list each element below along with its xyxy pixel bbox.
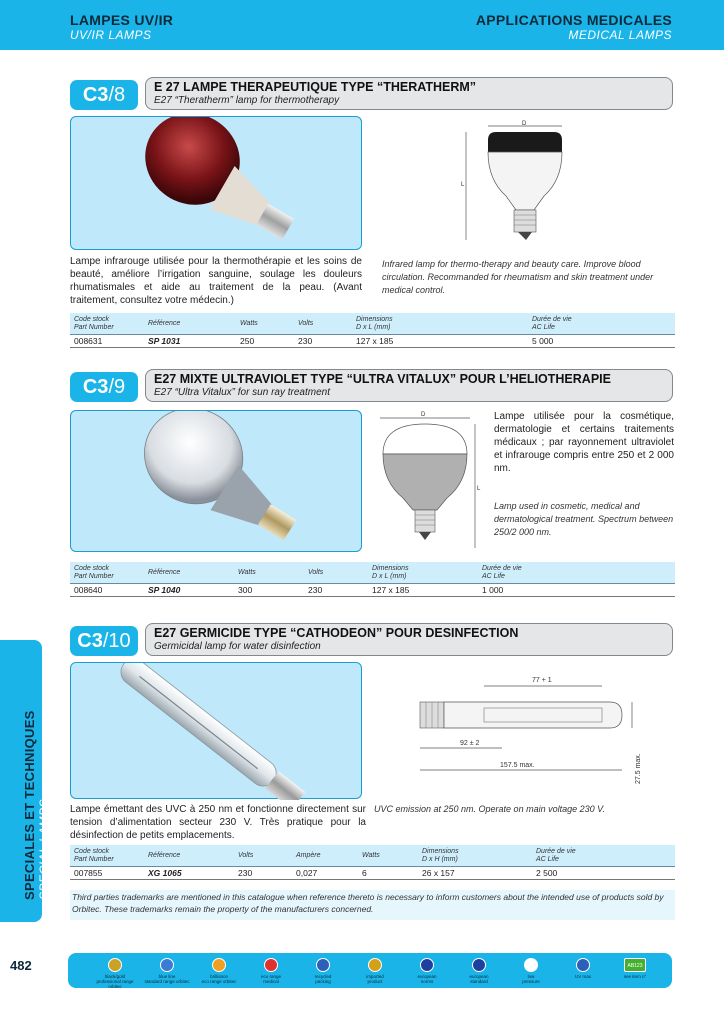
logo-icon — [160, 958, 174, 972]
product-photo — [70, 116, 362, 250]
table-row — [70, 584, 675, 597]
col-reference: Référence — [148, 320, 181, 327]
header-left-subtitle: UV/IR LAMPS — [70, 28, 152, 42]
legend-item — [350, 958, 400, 984]
cell-dimensions: 127 x 185 — [372, 585, 410, 595]
dim-label-diameter: 27.5 max. — [635, 753, 642, 784]
dim-label-d: D — [522, 121, 527, 127]
cell-code: 008640 — [74, 585, 103, 595]
section-title-en: E27 “Theratherm” lamp for thermotherapy — [154, 95, 340, 106]
description-fr: Lampe utilisée pour la cosmétique, dermatologie et certains traitements médicaux ; par rayonnement ultraviolet et infrarouge compris entre 250 et 2 000 nm. — [494, 411, 674, 474]
col-life: Durée de vie AC Life — [482, 565, 522, 580]
cell-ampere: 0,027 — [296, 868, 318, 878]
dim-label-overall: 157.5 max. — [500, 762, 535, 769]
product-photo — [70, 410, 362, 552]
header-right-subtitle: MEDICAL LAMPS — [568, 28, 672, 42]
cell-reference: XG 1065 — [148, 868, 182, 878]
col-volts: Volts — [238, 852, 254, 859]
cell-dimensions: 127 x 185 — [356, 336, 394, 346]
legend-label: UV max — [574, 974, 591, 979]
section-title-bar — [145, 369, 673, 402]
col-dimensions: Dimensions D x L (mm) — [372, 565, 409, 580]
cell-watts: 300 — [238, 585, 253, 595]
logo-icon — [212, 958, 226, 972]
col-volts: Volts — [298, 320, 314, 327]
col-code: Code stock Part Number — [74, 316, 114, 331]
side-tab-title: SPECIALES ET TECHNIQUES — [22, 710, 37, 900]
cell-life: 2 500 — [536, 868, 558, 878]
side-tab-text — [22, 710, 51, 900]
badge-code: C3 — [82, 84, 109, 106]
side-tab-subtitle: SPECIAL LAMPS — [37, 799, 51, 900]
description-en: UVC emission at 250 nm. Operate on main voltage 230 V. — [374, 804, 605, 814]
section-title-bar — [145, 623, 673, 656]
legend-label: european norms — [417, 974, 437, 984]
logo-icon — [264, 958, 278, 972]
header-right — [476, 12, 672, 42]
legend-label: imported product — [366, 974, 384, 984]
section-title-en: Germicidal lamp for water disinfection — [154, 641, 321, 652]
cell-dimensions: 26 x 157 — [422, 868, 455, 878]
cell-watts: 6 — [362, 868, 367, 878]
lamp-photo-icon — [71, 663, 363, 800]
section-title-bar — [145, 77, 673, 110]
badge-code: C3 — [82, 376, 109, 398]
description-en: Lamp used in cosmetic, medical and dermatological treatment. Spectrum between 250/2 000 nm. — [494, 501, 674, 537]
document-icon — [524, 958, 538, 972]
cell-life: 5 000 — [532, 336, 554, 346]
dim-label-d: D — [421, 412, 426, 418]
legend-item — [402, 958, 452, 984]
col-code: Code stock Part Number — [74, 565, 114, 580]
legend-label: black/gold professional range orbitec — [96, 974, 134, 989]
cell-reference: SP 1031 — [148, 336, 181, 346]
legend-item — [90, 958, 140, 989]
cell-reference: SP 1040 — [148, 585, 181, 595]
lamp-photo-icon — [71, 411, 363, 553]
table-row — [70, 867, 675, 880]
legend-label: low pressure — [522, 974, 540, 984]
cell-volts: 230 — [308, 585, 323, 595]
legend-label: recycled packing — [314, 974, 332, 984]
legend-item — [246, 958, 296, 984]
description-fr: Lampe infrarouge utilisée pour la thermothérapie et les soins de beauté, améliore l’irrigation sanguine, soulage les douleurs rhumatismales et aide au traitement de la peau. (Avant traitement, consultez votre médecin.) — [70, 256, 362, 306]
legend-label: brilliance eco range orbitec — [201, 974, 237, 984]
description-en: Infrared lamp for thermo-therapy and beauty care. Improve blood circulation. Recommanded for rheumatism and skin treatment under medical control. — [382, 259, 654, 295]
header-right-title: APPLICATIONS MEDICALES — [475, 12, 672, 28]
legend-item — [506, 958, 556, 984]
section-badge — [70, 626, 138, 656]
lamp-dimension-drawing — [460, 118, 590, 248]
header-left — [70, 12, 173, 42]
legend-label: blue line standard range orbitec — [144, 974, 190, 984]
description-fr: Lampe émettant des UVC à 250 nm et fonctionne directement sur tension d’alimentation secteur 230 V. Très pratique pour la désinfection de petits emplacements. — [70, 804, 366, 841]
lamp-photo-icon — [71, 117, 363, 251]
section-title-en: E27 “Ultra Vitalux” for sun ray treatment — [154, 387, 330, 398]
tag-icon: AB123 — [624, 958, 646, 972]
eu-icon — [420, 958, 434, 972]
col-ampere: Ampère — [296, 852, 321, 859]
legend-item — [298, 958, 348, 984]
legend-item — [558, 958, 608, 979]
logo-icon — [108, 958, 122, 972]
table-row — [70, 335, 675, 348]
section-title-fr: E 27 LAMPE THERAPEUTIQUE TYPE “THERATHERM” — [154, 80, 477, 94]
col-watts: Watts — [240, 320, 258, 327]
table-header — [70, 845, 675, 867]
col-dimensions: Dimensions D x H (mm) — [422, 848, 459, 863]
legend-label: eco range medical — [260, 974, 281, 984]
trademark-note: Third parties trademarks are mentioned in this catalogue when reference thereto is necessary to inform customers about the intended use of products sold by Orbitec. These trademarks remain the property of the manufacturers concerned. — [70, 890, 675, 920]
legend-label: see item n° — [623, 974, 647, 979]
table-header — [70, 562, 675, 584]
table-header — [70, 313, 675, 335]
col-reference: Référence — [148, 569, 181, 576]
cell-volts: 230 — [238, 868, 253, 878]
dim-label-arc: 77 + 1 — [532, 677, 552, 684]
cell-watts: 250 — [240, 336, 255, 346]
col-reference: Référence — [148, 852, 181, 859]
section-badge — [70, 80, 138, 110]
col-life: Durée de vie AC Life — [532, 316, 572, 331]
cell-life: 1 000 — [482, 585, 504, 595]
eu-icon — [472, 958, 486, 972]
badge-code: C3 — [77, 630, 103, 652]
col-watts: Watts — [238, 569, 256, 576]
badge-number: /10 — [102, 630, 131, 652]
col-volts: Volts — [308, 569, 324, 576]
section-badge — [70, 372, 138, 402]
cell-code: 008631 — [74, 336, 103, 346]
legend-item — [610, 958, 660, 979]
product-photo — [70, 662, 362, 799]
box-icon — [368, 958, 382, 972]
lamp-dimension-drawing — [410, 672, 642, 788]
col-code: Code stock Part Number — [74, 848, 114, 863]
lamp-dimension-drawing — [375, 410, 485, 555]
cell-volts: 230 — [298, 336, 313, 346]
section-title-fr: E27 GERMICIDE TYPE “CATHODEON” POUR DESINFECTION — [154, 626, 519, 640]
badge-number: /8 — [108, 84, 126, 106]
badge-number: /9 — [108, 376, 126, 398]
col-life: Durée de vie AC Life — [536, 848, 576, 863]
page-number: 482 — [10, 958, 32, 973]
legend-item — [142, 958, 192, 984]
dim-label-length: 92 ± 2 — [460, 740, 480, 747]
dim-label-l: L — [477, 486, 481, 492]
col-dimensions: Dimensions D x L (mm) — [356, 316, 393, 331]
section-title-fr: E27 MIXTE ULTRAVIOLET TYPE “ULTRA VITALUX” POUR L’HELIOTHERAPIE — [154, 372, 611, 386]
cell-code: 007855 — [74, 868, 103, 878]
header-left-title: LAMPES UV/IR — [70, 12, 174, 28]
recycle-icon — [316, 958, 330, 972]
legend-label: european standard — [469, 974, 489, 984]
legend-item — [194, 958, 244, 984]
col-watts: Watts — [362, 852, 380, 859]
dim-label-l: L — [461, 182, 465, 188]
legend-item — [454, 958, 504, 984]
uv-icon — [576, 958, 590, 972]
